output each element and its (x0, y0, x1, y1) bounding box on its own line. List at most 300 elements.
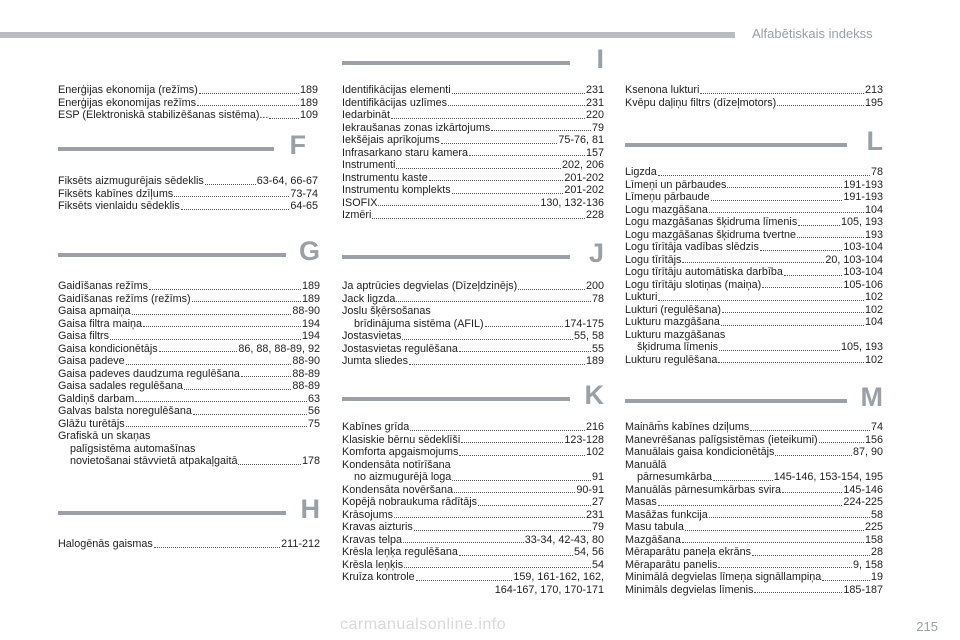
index-entry (58, 368, 320, 381)
entry-page-ref: 27 (591, 496, 604, 508)
entry-page-ref: 90-91 (576, 483, 604, 496)
index-entry (625, 509, 883, 522)
dot-leader (752, 555, 870, 556)
entry-term: Minimāls degvielas līmenis (625, 583, 754, 596)
dot-leader (658, 505, 843, 506)
index-entry (342, 97, 604, 110)
entry-term: Jostasvietas (342, 330, 402, 342)
index-entry (342, 521, 604, 534)
entry-term: Gaisa kondicionētājs (58, 342, 158, 355)
dot-leader (685, 530, 864, 531)
dot-leader (238, 464, 301, 465)
dot-leader (197, 105, 299, 106)
dot-leader (718, 362, 864, 363)
page-number: 215 (916, 619, 938, 634)
index-entry (625, 496, 883, 509)
entry-page-ref: 55 (591, 342, 604, 355)
index-entry (625, 521, 883, 534)
entry-page-ref: 105, 193 (840, 341, 883, 353)
dot-leader (797, 237, 864, 238)
dot-leader (199, 93, 299, 94)
dot-leader (718, 567, 852, 568)
entry-page-ref: 193 (864, 228, 883, 241)
entry-page-ref: 74 (870, 421, 883, 433)
entry-term: Logu tīrītāju slotiņas (maiņa) (625, 278, 762, 291)
section-m-entries (625, 421, 883, 596)
index-entry (342, 471, 604, 484)
dot-leader (459, 351, 591, 352)
index-entry (625, 179, 883, 192)
entry-page-ref: 189 (301, 280, 320, 292)
entry-page-ref: 88-90 (292, 305, 320, 317)
index-entry (342, 559, 604, 572)
entry-term: Enerģijas ekonomija (režīms) (58, 84, 198, 96)
section-letter: G (298, 236, 320, 266)
dot-leader (485, 326, 564, 327)
entry-term: Manuālās pārnesumkārbas svira (625, 483, 782, 496)
dot-leader (452, 480, 591, 481)
dot-leader (754, 592, 842, 593)
entry-term: Enerģijas ekonomijas režīms (58, 96, 197, 109)
entry-page-ref: 158 (864, 533, 883, 546)
dot-leader (448, 105, 585, 106)
entry-page-ref: 185-187 (843, 583, 883, 596)
index-entry (342, 509, 604, 522)
index-entry (625, 279, 883, 292)
entry-page-ref: 231 (585, 96, 604, 109)
entry-page-ref: 87, 90 (852, 446, 883, 458)
index-entry (625, 229, 883, 242)
entry-page-ref: 75-76, 81 (558, 134, 604, 146)
index-entry (342, 318, 604, 331)
index-entry (58, 188, 318, 201)
entry-page-ref: 63-64, 66-67 (256, 175, 318, 187)
entry-term: Glāžu turētājs (58, 417, 125, 430)
dot-leader (174, 196, 289, 197)
entry-page-ref: 58 (870, 508, 883, 521)
dot-leader (709, 212, 864, 213)
entry-page-ref: 104 (864, 316, 883, 328)
dot-leader (469, 155, 585, 156)
entry-term: Instrumentu komplekts (342, 184, 451, 196)
index-entry (342, 134, 604, 147)
entry-page-ref: 216 (585, 421, 604, 433)
index-entry (58, 393, 320, 406)
dot-leader (798, 225, 840, 226)
entry-page-ref: 174-175 (564, 317, 604, 330)
section-l-entries (625, 166, 883, 366)
index-entry (342, 122, 604, 135)
entry-term: Kvēpu daļiņu filtrs (dīzeļmotors) (625, 96, 777, 109)
entry-term: Gaisa apmaiņa (58, 305, 131, 317)
entry-term: Halogēnās gaismas (58, 538, 153, 550)
section-letter: L (866, 126, 883, 156)
index-entry (625, 204, 883, 217)
entry-page-ref: 201-202 (564, 171, 604, 184)
entry-term: Komforta apgaismojums (342, 446, 459, 458)
entry-term: Instrumenti (342, 159, 396, 171)
entry-term: Iekraušanas zonas izkārtojums (342, 121, 491, 134)
entry-term: Krēsla leņķis (342, 558, 404, 571)
entry-page-ref: 20, 103-104 (825, 253, 883, 266)
dot-leader (762, 287, 842, 288)
index-entry-heading: Grafiskā un skaņas (58, 430, 151, 442)
entry-term: Iedarbināt (342, 109, 391, 121)
entry-term: Mēraparātu paneļa ekrāns (625, 546, 752, 558)
dot-leader (143, 326, 301, 327)
entry-term: Logu mazgāšanas šķidruma līmenis (625, 216, 798, 228)
index-entry (625, 534, 883, 547)
entry-term: Logu mazgāšana (625, 203, 708, 216)
entry-page-ref: 194 (301, 330, 320, 342)
index-entry (342, 343, 604, 356)
entry-page-ref: 191-193 (843, 191, 883, 203)
entry-page-ref: 9, 158 (852, 558, 883, 571)
entry-page-ref: 130, 132-136 (540, 196, 604, 209)
entry-page-ref: 201-202 (564, 184, 604, 196)
entry-page-ref: 73-74 (290, 187, 318, 200)
index-entry (625, 584, 883, 597)
dot-leader (403, 542, 524, 543)
entry-page-ref: 86, 88, 88-89, 92 (238, 342, 320, 355)
index-entry-heading: Kondensāta notīrīšana (342, 458, 451, 471)
dot-leader (159, 351, 238, 352)
page-header-title: Alfabētiskais indekss (752, 26, 873, 41)
dot-leader (784, 275, 843, 276)
entry-term: Masu tabula (625, 521, 684, 533)
dot-leader (410, 430, 585, 431)
entry-page-ref: 75 (307, 417, 320, 430)
dot-leader (404, 567, 591, 568)
entry-term: Jumta sliedes (342, 355, 409, 367)
entry-page-ref: 102 (864, 353, 883, 366)
index-entry (342, 496, 604, 509)
index-entry (58, 330, 320, 343)
entry-page-ref: 191-193 (843, 178, 883, 191)
dot-leader (126, 426, 307, 427)
entry-term: Fiksēts vienlaidu sēdeklis (58, 200, 180, 212)
index-entry (342, 546, 604, 559)
index-entry (58, 293, 320, 306)
entry-term: Kabīnes grīda (342, 421, 410, 433)
index-entry (625, 546, 883, 559)
entry-page-ref: 225 (864, 521, 883, 533)
entry-page-ref: 102 (585, 446, 604, 458)
dot-leader (414, 530, 591, 531)
dot-leader (135, 401, 307, 402)
entry-page-ref-continued: 164-167, 170, 170-171 (494, 583, 604, 596)
entry-page-ref: 19 (870, 571, 883, 583)
dot-leader (478, 505, 591, 506)
dot-leader (721, 325, 864, 326)
entry-page-ref: 189 (301, 292, 320, 305)
entry-term: Jostasvietas regulēšana (342, 342, 458, 355)
index-entry (58, 538, 320, 551)
entry-page-ref: 88-89 (292, 367, 320, 380)
dot-leader (394, 517, 585, 518)
entry-term: Kravas telpa (342, 533, 403, 546)
entry-term: Krēsla leņķa regulēšana (342, 546, 458, 558)
column-3-top (625, 84, 883, 109)
dot-leader (149, 289, 301, 290)
entry-term: Klasiskie bērnu sēdeklīši (342, 433, 461, 446)
entry-term: Mēraparātu panelis (625, 558, 718, 571)
entry-page-ref: 103-104 (843, 266, 883, 278)
index-entry (58, 455, 320, 468)
entry-term: Kopējā nobraukuma rādītājs (342, 496, 478, 508)
dot-leader (459, 555, 573, 556)
entry-term: Manevrēšanas palīgsistēmas (ieteikumi) (625, 433, 818, 446)
entry-term: Iekšējais aprīkojums (342, 134, 440, 146)
index-entry (58, 97, 318, 110)
index-entry (625, 304, 883, 317)
entry-term: Izmēri (342, 209, 372, 221)
entry-page-ref: 54 (591, 558, 604, 571)
dot-leader (459, 455, 585, 456)
entry-page-ref: 78 (870, 166, 883, 178)
index-entry (625, 571, 883, 584)
entry-page-ref: 195 (864, 96, 883, 109)
dot-leader (193, 414, 307, 415)
index-entry (342, 434, 604, 447)
entry-term: Gaidīšanas režīms (58, 280, 149, 292)
entry-page-ref: 211-212 (281, 538, 320, 550)
dot-leader (782, 492, 842, 493)
dot-leader (184, 389, 292, 390)
dot-leader (409, 364, 585, 365)
index-entry (58, 380, 320, 393)
index-entry (625, 434, 883, 447)
index-entry (342, 109, 604, 122)
dot-leader (518, 289, 585, 290)
entry-page-ref: 103-104 (843, 241, 883, 253)
section-i-entries (342, 84, 604, 222)
entry-page-ref: 145-146 (843, 483, 883, 496)
entry-page-ref: 109 (299, 109, 318, 121)
entry-page-ref: 178 (301, 455, 320, 467)
section-k-header (342, 380, 604, 424)
dot-leader (192, 301, 301, 302)
entry-term: Logu tīrītāju automātiska darbība (625, 266, 783, 278)
entry-term: no aizmugurējā loga (354, 471, 452, 483)
entry-term: Gaisa filtrs (58, 330, 109, 342)
entry-term: Galdiņš darbam (58, 392, 135, 405)
dot-leader (750, 430, 870, 431)
entry-term: Logu tīrītāja vadības slēdzis (625, 241, 759, 253)
index-entry (625, 166, 883, 179)
section-h-entries (58, 538, 320, 551)
entry-page-ref: 105, 193 (840, 216, 883, 228)
entry-term: Mazgāšana (625, 533, 681, 546)
index-entry-heading: Lukturu mazgāšanas (625, 328, 726, 341)
entry-page-ref: 123-128 (564, 433, 604, 446)
section-letter: M (860, 382, 883, 412)
dot-leader (777, 105, 864, 106)
entry-term: Manuālais gaisa kondicionētājs (625, 446, 775, 458)
section-j-entries (342, 280, 604, 368)
section-k-entries (342, 421, 604, 596)
index-entry (625, 266, 883, 279)
dot-leader (110, 339, 301, 340)
entry-page-ref: 228 (585, 209, 604, 221)
entry-term: brīdinājuma sistēma (AFIL) (354, 317, 484, 330)
dot-leader (402, 339, 573, 340)
section-letter: H (300, 494, 320, 524)
entry-page-ref: 63 (307, 392, 320, 405)
entry-term: Krāsojums (342, 508, 394, 521)
index-entry-heading: Joslu šķērsošanas (342, 305, 431, 317)
dot-leader (429, 180, 564, 181)
index-entry (342, 355, 604, 368)
dot-leader (775, 455, 852, 456)
entry-page-ref: 64-65 (290, 200, 318, 212)
entry-page-ref: 105-106 (843, 278, 883, 291)
dot-leader (205, 184, 256, 185)
entry-term: Kondensāta novēršana (342, 483, 454, 496)
entry-page-ref: 157 (585, 146, 604, 159)
entry-term: Mainām̄s kabīnes dziļums (625, 421, 750, 433)
index-entry (625, 254, 883, 267)
entry-term: šķidruma līmenis (637, 341, 718, 353)
entry-term: Masāžas funkcija (625, 508, 708, 521)
index-entry (58, 318, 320, 331)
entry-page-ref: 200 (585, 280, 604, 292)
index-entry (58, 305, 320, 318)
entry-term: pārnesumkārba (637, 471, 713, 483)
entry-term: Lukturu mazgāšana (625, 316, 720, 328)
dot-leader (241, 376, 292, 377)
entry-term: Gaisa filtra maiņa (58, 317, 143, 330)
section-f-header (58, 130, 306, 174)
entry-page-ref: 79 (591, 521, 604, 533)
entry-page-ref: 102 (864, 303, 883, 316)
entry-page-ref: 194 (301, 317, 320, 330)
section-g-entries (58, 280, 320, 468)
dot-leader (454, 492, 575, 493)
dot-leader (441, 143, 558, 144)
section-letter: F (289, 130, 306, 160)
entry-page-ref: 156 (864, 433, 883, 446)
index-entry (58, 175, 318, 188)
entry-page-ref: 224-225 (843, 496, 883, 508)
entry-page-ref: 91 (591, 471, 604, 483)
index-entry (625, 446, 883, 459)
dot-leader (700, 93, 864, 94)
dot-leader (416, 580, 513, 581)
entry-term: ESP (Elektroniskā stabilizēšanas sistēma)... (58, 109, 269, 121)
entry-term: Galvas balsta noregulēšana (58, 405, 192, 417)
section-g-header (58, 236, 320, 280)
section-letter: I (596, 44, 604, 74)
dot-leader (819, 442, 864, 443)
entry-page-ref: 231 (585, 84, 604, 96)
index-entry (625, 191, 883, 204)
entry-term: Infrasarkano staru kamera (342, 146, 469, 159)
entry-term: Gaisa padeves daudzuma regulēšana (58, 367, 240, 380)
index-entry (342, 209, 604, 222)
entry-page-ref: 54, 56 (573, 546, 604, 558)
entry-term: Ksenona lukturi (625, 84, 700, 96)
entry-page-ref: 33-34, 42-43, 80 (524, 533, 604, 546)
dot-leader (658, 300, 864, 301)
dot-leader (711, 200, 843, 201)
entry-page-ref: 102 (864, 291, 883, 303)
dot-leader (491, 130, 591, 131)
index-entry (342, 147, 604, 160)
entry-term: Lukturi (regulēšana) (625, 303, 722, 316)
index-entry (625, 241, 883, 254)
entry-page-ref: 88-89 (292, 380, 320, 392)
index-entry (625, 484, 883, 497)
dot-leader (682, 262, 824, 263)
dot-leader (132, 314, 292, 315)
section-letter: K (584, 380, 604, 410)
section-j-header (342, 238, 604, 282)
index-entry (625, 216, 883, 229)
header-bar (0, 32, 735, 38)
dot-leader (727, 187, 842, 188)
index-entry (625, 559, 883, 572)
entry-term: Fiksēts aizmugurējais sēdeklis (58, 175, 204, 187)
index-entry (58, 405, 320, 418)
entry-term: Instrumentu kaste (342, 171, 428, 184)
entry-page-ref: 220 (585, 109, 604, 121)
dot-leader (396, 168, 561, 169)
index-entry (342, 484, 604, 497)
entry-term: ISOFIX (342, 196, 378, 209)
entry-term: Logu tīrītājs (625, 253, 682, 266)
dot-leader (722, 312, 864, 313)
dot-leader (154, 547, 280, 548)
dot-leader (372, 218, 585, 219)
entry-term: Lukturi (625, 291, 658, 303)
dot-leader (658, 175, 870, 176)
index-entry (58, 280, 320, 293)
entry-term: Fiksēts kabīnes dzīļums (58, 187, 174, 200)
index-entry-heading: palīgsistēma automašīnas (70, 442, 196, 455)
dot-leader (682, 542, 864, 543)
dot-leader (181, 209, 290, 210)
dot-leader (713, 480, 773, 481)
dot-leader (461, 442, 563, 443)
index-entry (342, 172, 604, 185)
entry-term: Ligzda (625, 166, 657, 178)
index-entry (342, 421, 604, 434)
entry-term: Kravas aizturis (342, 521, 413, 533)
index-entry (342, 534, 604, 547)
watermark: carmanualsonline.info (340, 616, 507, 633)
entry-page-ref: 88-90 (292, 355, 320, 367)
entry-term: Jack ligzda (342, 292, 396, 305)
index-entry (58, 343, 320, 356)
entry-page-ref: 104 (864, 203, 883, 216)
entry-term: Līmeņi un pārbaudes (625, 178, 727, 191)
dot-leader (452, 193, 564, 194)
index-entry (342, 280, 604, 293)
entry-page-ref: 231 (585, 508, 604, 521)
entry-term: Ja aptrūcies degvielas (Dīzeļdzinējs) (342, 280, 518, 292)
column-1-top (58, 84, 318, 122)
entry-page-ref: 145-146, 153-154, 195 (773, 471, 883, 483)
index-entry (625, 341, 883, 354)
dot-leader (709, 517, 870, 518)
entry-term: Masas (625, 496, 657, 508)
dot-leader (822, 580, 870, 581)
dot-leader (396, 301, 591, 302)
dot-leader (760, 250, 843, 251)
index-entry (625, 291, 883, 304)
entry-page-ref: 55, 58 (573, 330, 604, 342)
